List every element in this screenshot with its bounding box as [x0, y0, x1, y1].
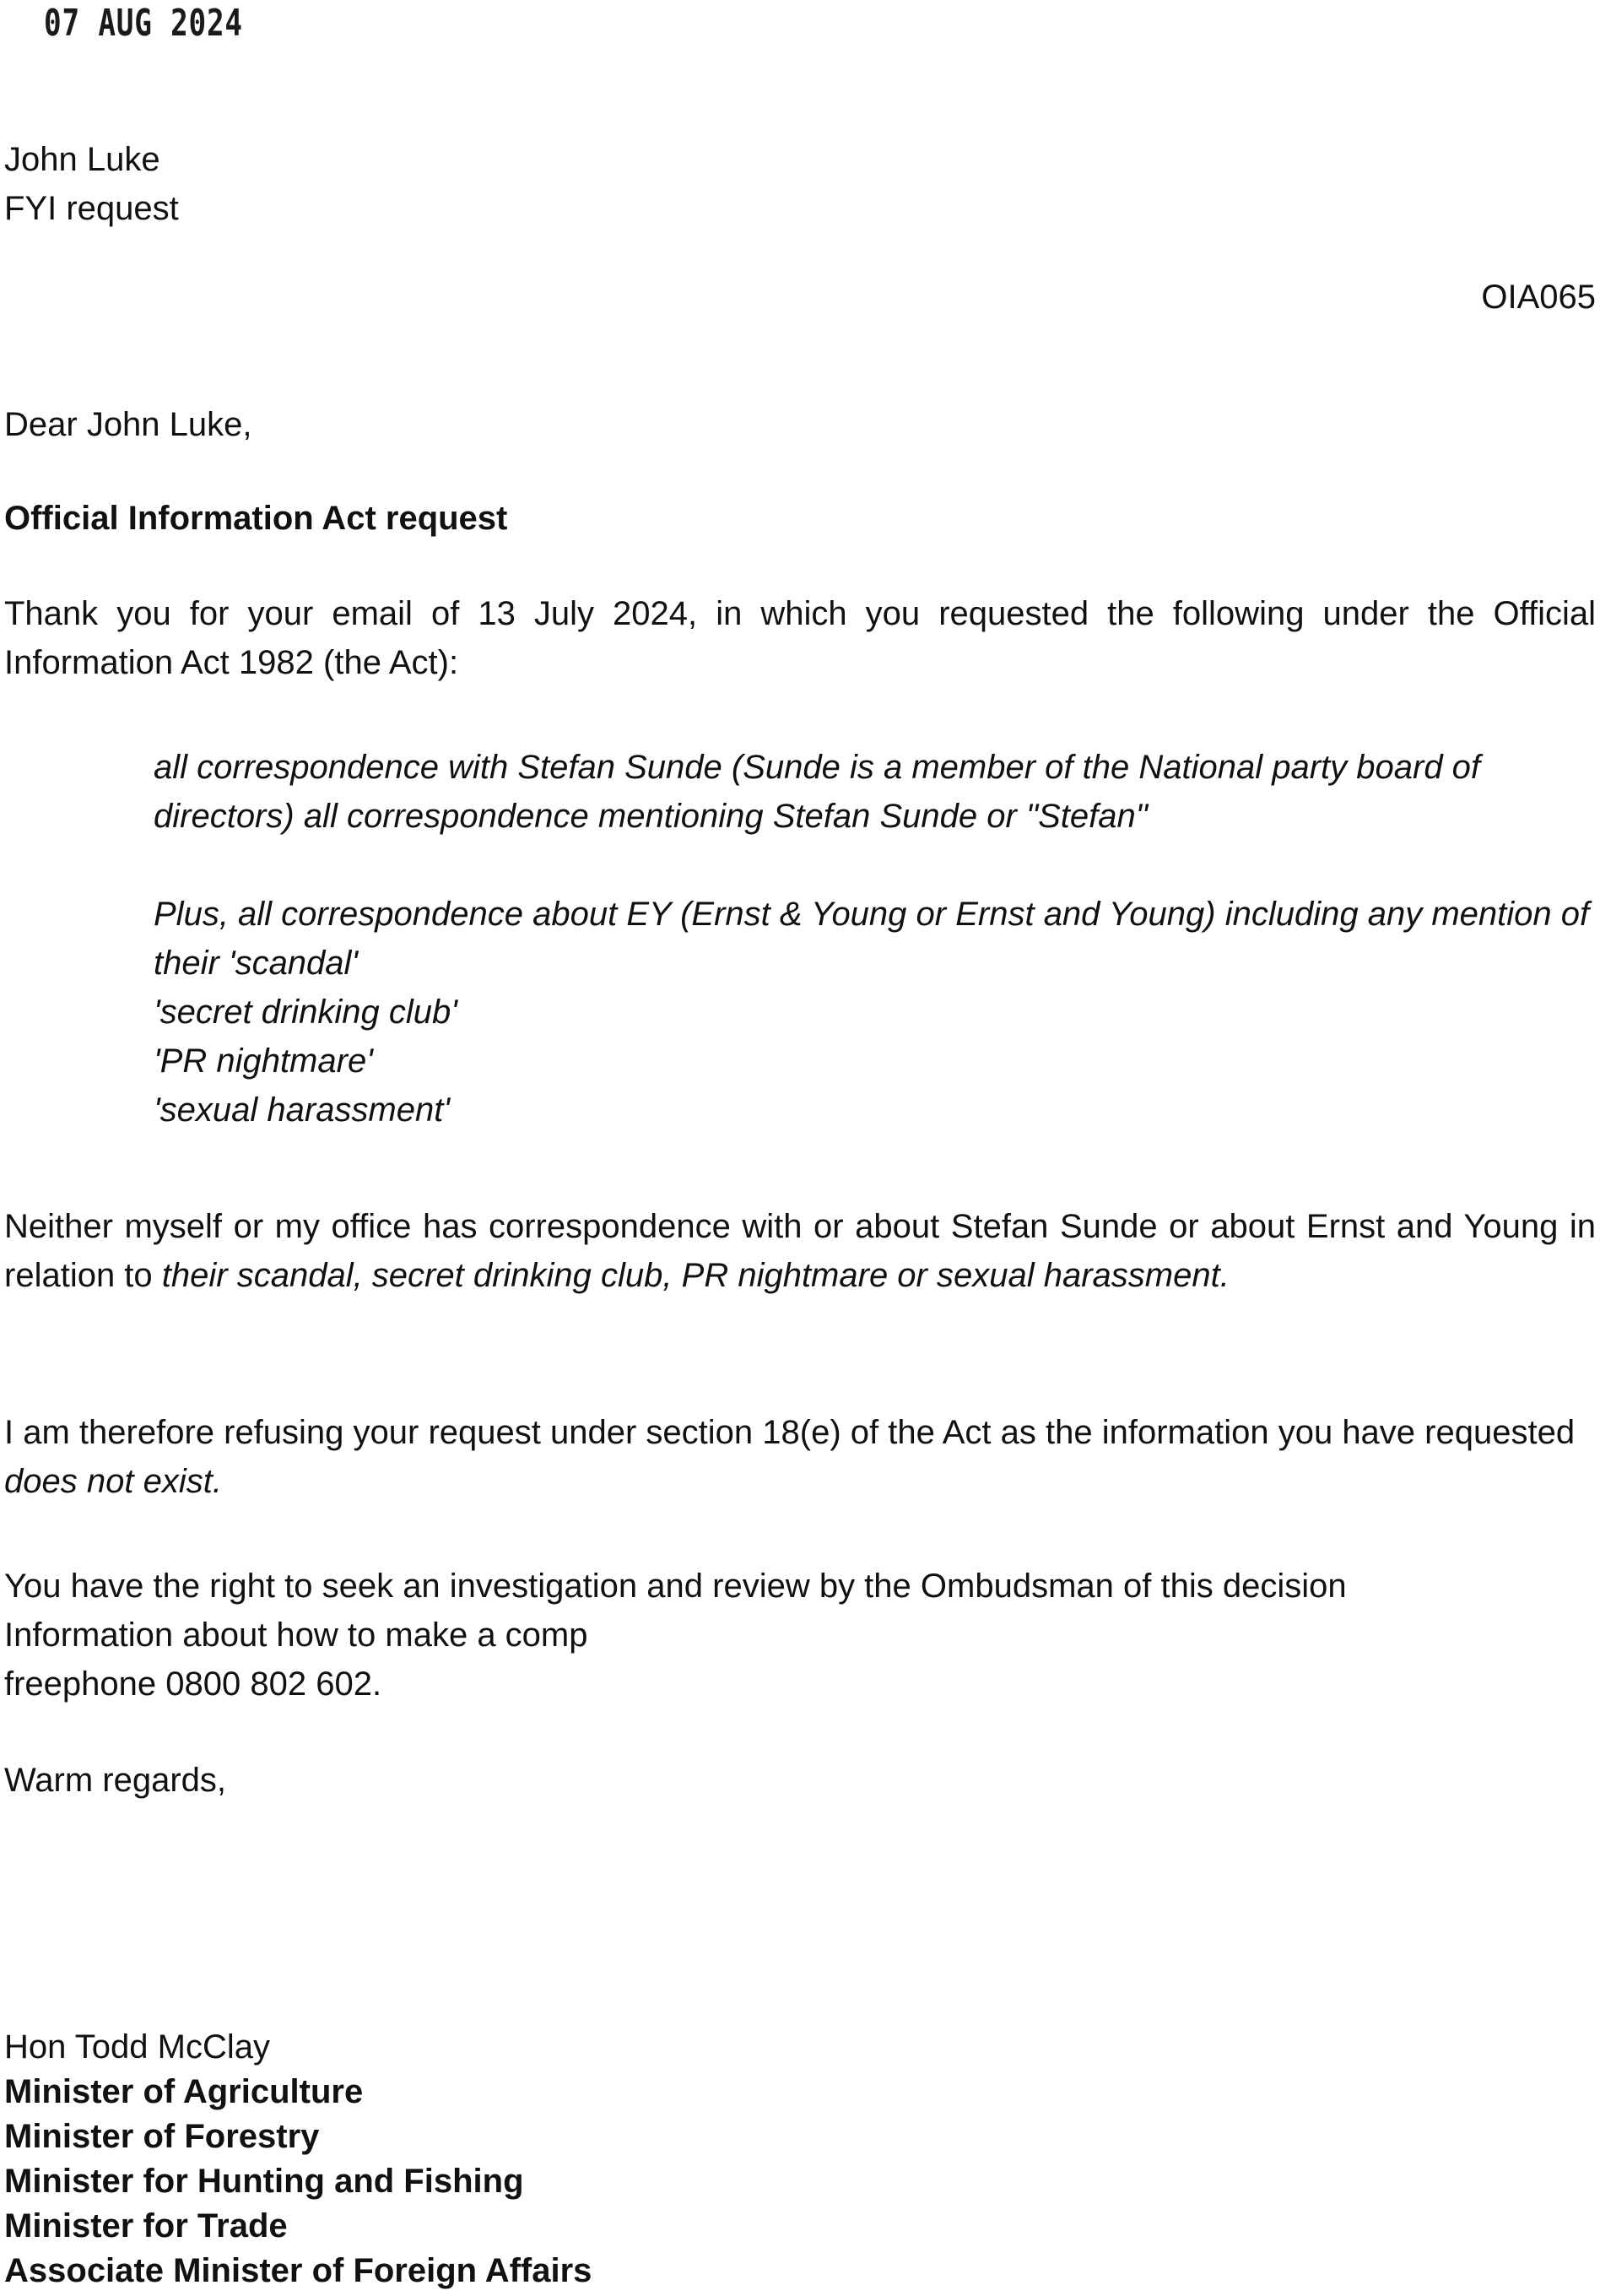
signatory-title-2: Minister of Forestry	[4, 2118, 320, 2155]
signature-block	[4, 2025, 592, 2293]
subject-heading: Official Information Act request	[4, 500, 508, 537]
recipient-org: FYI request	[4, 190, 179, 227]
closing: Warm regards,	[4, 1762, 227, 1799]
recipient-block	[4, 135, 179, 233]
quote-line-4: 'sexual harassment'	[154, 1091, 450, 1129]
signatory-title-3: Minister for Hunting and Fishing	[4, 2163, 524, 2200]
response-italic: their scandal, secret drinking club, PR nightmare or sexual harassment.	[161, 1257, 1230, 1294]
refusal-lead: I am therefore refusing your request under section 18(e) of the Act as the information you have requested	[4, 1414, 1576, 1451]
signatory-title-4: Minister for Trade	[4, 2207, 288, 2245]
response-lead: Neither myself or my office has correspondence with or about Stefan Sunde or about Ernst and Young in relation to	[4, 1208, 1596, 1294]
intro-paragraph: Thank you for your email of 13 July 2024, in which you requested the following under the Official Information Act 1982 (the Act):	[4, 595, 1596, 681]
date-stamp: 07 AUG 2024	[44, 2, 243, 45]
signatory-title-5: Associate Minister of Foreign Affairs	[4, 2252, 592, 2289]
ombudsman-line-1: You have the right to seek an investigation and review by the Ombudsman of this decision	[4, 1568, 1347, 1605]
salutation: Dear John Luke,	[4, 406, 252, 443]
response-paragraph	[4, 1202, 1596, 1300]
ombudsman-line-3: freephone 0800 802 602.	[4, 1665, 382, 1703]
ombudsman-paragraph	[4, 1562, 1347, 1708]
signatory-name: Hon Todd McClay	[4, 2028, 270, 2066]
ombudsman-line-2: Information about how to make a comp	[4, 1616, 588, 1654]
quote-line-1: Plus, all correspondence about EY (Ernst & Young or Ernst and Young) including any mention of their 'scandal'	[154, 896, 1590, 982]
refusal-italic: does not exist.	[4, 1463, 222, 1500]
recipient-name: John Luke	[4, 141, 160, 178]
quote-line-3: 'PR nightmare'	[154, 1042, 373, 1080]
signatory-title-1: Minister of Agriculture	[4, 2073, 364, 2110]
refusal-paragraph	[4, 1408, 1596, 1506]
quote-paragraph-1: all correspondence with Stefan Sunde (Sunde is a member of the National party board of directors) all correspondence mentioning Stefan Sunde or "Stefan"	[154, 749, 1481, 835]
reference-number: OIA065	[1481, 279, 1596, 316]
quote-line-2: 'secret drinking club'	[154, 994, 457, 1031]
request-quote	[154, 743, 1597, 1134]
